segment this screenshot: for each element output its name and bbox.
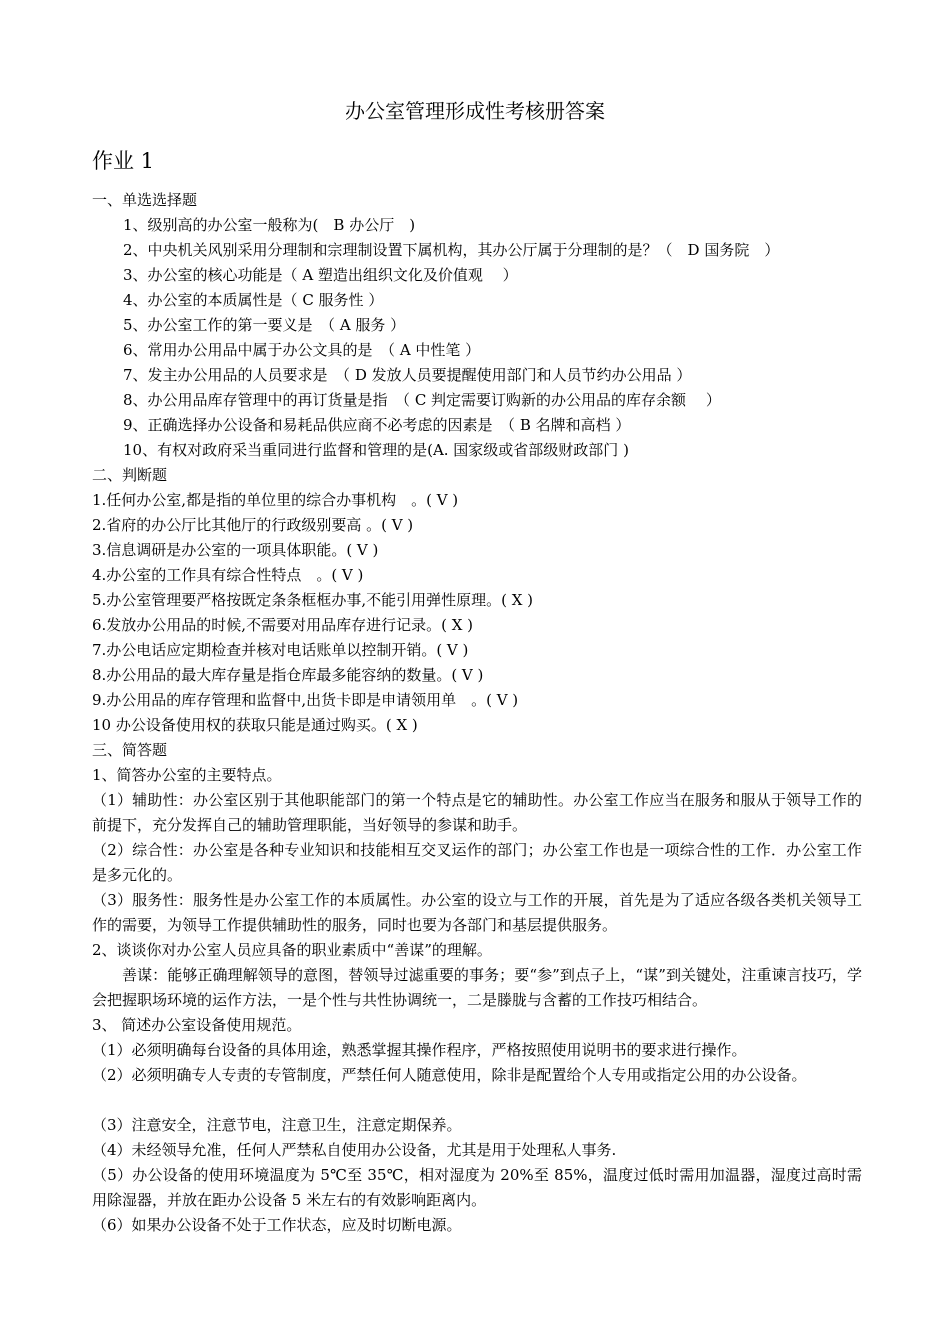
answer-paragraph: （4）未经领导允准，任何人严禁私自使用办公设备，尤其是用于处理私人事务.	[92, 1141, 617, 1159]
answer-paragraph: （5）办公设备的使用环境温度为 5℃至 35℃，相对湿度为 20%至 85%，温度过低时需用加温器，湿度过高时需用除湿器，并放在距办公设备 5 米左右的有效影响距离内。	[92, 1166, 862, 1209]
judgement-item: 4.办公室的工作具有综合性特点 。( V )	[92, 566, 364, 584]
answer-paragraph: （6）如果办公设备不处于工作状态，应及时切断电源。	[92, 1216, 462, 1234]
choice-item: 4、办公室的本质属性是（ C 服务性 ）	[123, 291, 384, 309]
assignment-heading: 作业 1	[92, 149, 155, 173]
question-3: 3、 简述办公室设备使用规范。	[92, 1016, 302, 1034]
judgement-item: 9.办公用品的库存管理和监督中,出货卡即是申请领用单 。( V )	[92, 691, 519, 709]
judgement-item: 8.办公用品的最大库存量是指仓库最多能容纳的数量。( V )	[92, 666, 484, 684]
choice-item: 7、发主办公用品的人员要求是 （ D 发放人员要提醒使用部门和人员节约办公用品 ）	[123, 366, 692, 384]
choice-item: 6、常用办公用品中属于办公文具的是 （ A 中性笔 ）	[123, 341, 481, 359]
section3-heading: 三、简答题	[92, 741, 168, 759]
choice-item: 9、正确选择办公设备和易耗品供应商不必考虑的因素是 （ B 名牌和高档 ）	[123, 416, 631, 434]
judgement-item: 6.发放办公用品的时候,不需要对用品库存进行记录。( X )	[92, 616, 474, 634]
answer-paragraph: （3）注意安全，注意节电，注意卫生，注意定期保养。	[92, 1116, 462, 1134]
judgement-item: 5.办公室管理要严格按既定条条框框办事,不能引用弹性原理。( X )	[92, 591, 534, 609]
answer-paragraph: （2）必须明确专人专责的专管制度，严禁任何人随意使用，除非是配置给个人专用或指定公用的办公设备。	[92, 1066, 807, 1084]
choice-item: 8、办公用品库存管理中的再订货量是指 （ C 判定需要订购新的办公用品的库存余额 ）	[123, 391, 721, 409]
section1-heading: 一、单选选择题	[92, 191, 198, 209]
choice-item: 3、办公室的核心功能是（ A 塑造出组织文化及价值观 ）	[123, 266, 518, 284]
judgement-item: 7.办公电话应定期检查并核对电话账单以控制开销。( V )	[92, 641, 469, 659]
answer-paragraph: （1）辅助性：办公室区别于其他职能部门的第一个特点是它的辅助性。办公室工作应当在服务和服从于领导工作的前提下，充分发挥自己的辅助管理职能，当好领导的参谋和助手。	[92, 791, 862, 834]
answer-paragraph: （3）服务性：服务性是办公室工作的本质属性。办公室的设立与工作的开展，首先是为了适应各级各类机关领导工作的需要，为领导工作提供辅助性的服务，同时也要为各部门和基层提供服务。	[92, 891, 862, 934]
document-title: 办公室管理形成性考核册答案	[345, 99, 605, 123]
choice-item: 10、有权对政府采当重同进行监督和管理的是(A. 国家级或省部级财政部门 )	[123, 441, 629, 459]
choice-item: 5、办公室工作的第一要义是 （ A 服务 ）	[123, 316, 406, 334]
answer-paragraph: （1）必须明确每台设备的具体用途，熟悉掌握其操作程序，严格按照使用说明书的要求进行操作。	[92, 1041, 747, 1059]
question-1: 1、简答办公室的主要特点。	[92, 766, 282, 784]
answer-paragraph: 善谋：能够正确理解领导的意图，替领导过滤重要的事务；要“参”到点子上，“谋”到关键处，注重谏言技巧，学会把握职场环境的运作方法，一是个性与共性协调统一，二是滕胧与含蓄的工作技巧相结合。	[92, 966, 862, 1009]
judgement-item: 10 办公设备使用权的获取只能是通过购买。( X )	[92, 716, 418, 734]
choice-item: 1、级别高的办公室一般称为( B 办公厅 )	[123, 216, 416, 234]
answer-paragraph: （2）综合性：办公室是各种专业知识和技能相互交叉运作的部门；办公室工作也是一项综合性的工作．办公室工作是多元化的。	[92, 841, 862, 884]
choice-item: 2、中央机关风别采用分理制和宗理制设置下属机构，其办公厅属于分理制的是？（ D 国务院 ）	[123, 241, 780, 259]
judgement-item: 3.信息调研是办公室的一项具体职能。( V )	[92, 541, 379, 559]
question-2: 2、谈谈你对办公室人员应具备的职业素质中“善谋”的理解。	[92, 941, 492, 959]
judgement-item: 1.任何办公室,都是指的单位里的综合办事机构 。( V )	[92, 491, 459, 509]
judgement-item: 2.省府的办公厅比其他厅的行政级别要高 。( V )	[92, 516, 414, 534]
section2-heading: 二、判断题	[92, 466, 168, 484]
